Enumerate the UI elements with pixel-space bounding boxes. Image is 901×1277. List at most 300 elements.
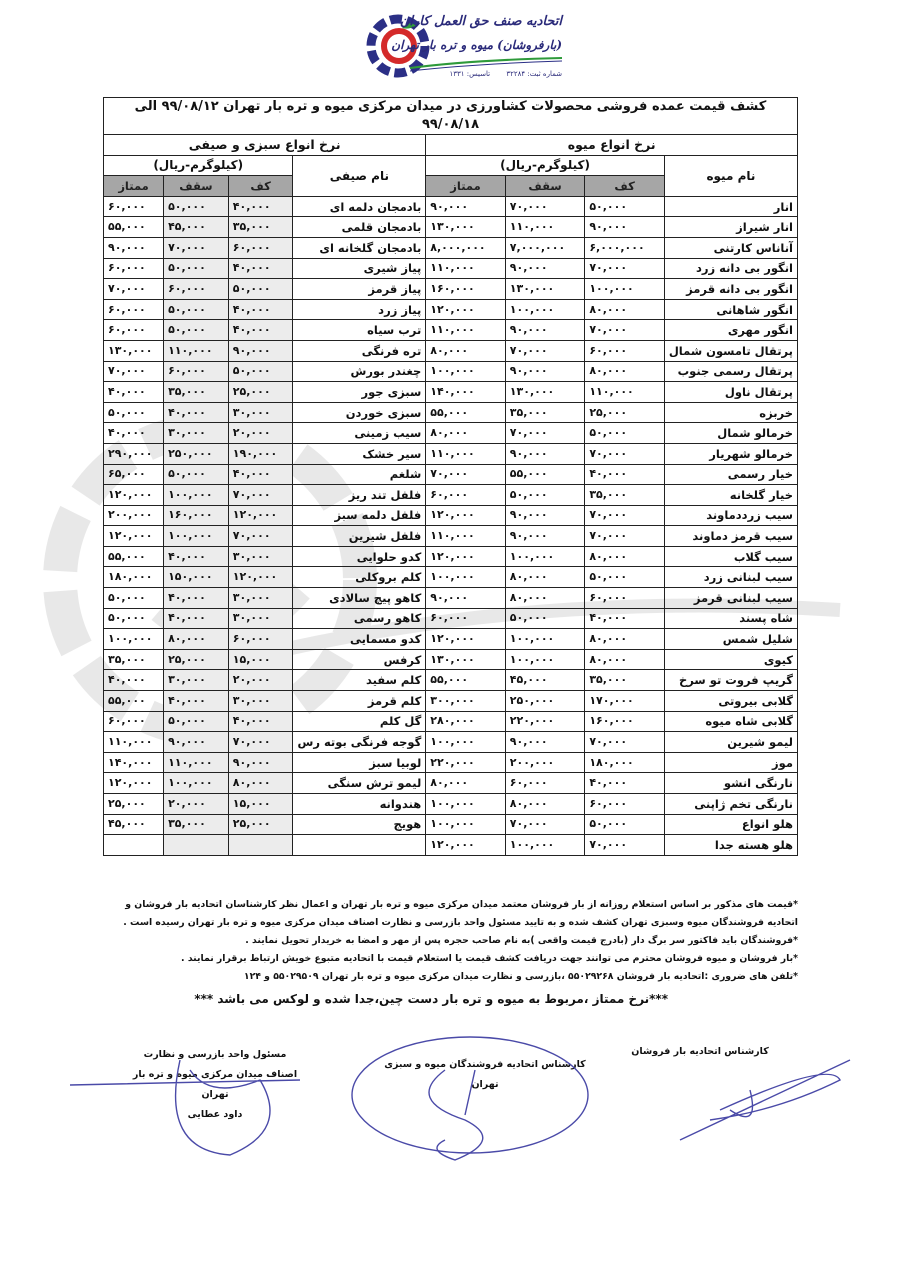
fruit-premium-price: ۱۳۰,۰۰۰	[426, 649, 506, 670]
veg-name: ترب سیاه	[293, 320, 426, 341]
fruit-max-header: سقف	[505, 176, 585, 197]
fruit-min-price: ۷۰,۰۰۰	[585, 320, 665, 341]
veg-min-price: ۶۰,۰۰۰	[228, 237, 293, 258]
table-row	[104, 773, 798, 794]
veg-premium-header: ممتاز	[104, 176, 164, 197]
fruit-min-price: ۸۰,۰۰۰	[585, 546, 665, 567]
fruit-max-price: ۲۰۰,۰۰۰	[505, 752, 585, 773]
fruit-premium-price: ۱۰۰,۰۰۰	[426, 814, 506, 835]
table-row	[104, 711, 798, 732]
fruit-name: هلو انواع	[664, 814, 797, 835]
veg-name: چغندر بورش	[293, 361, 426, 382]
veg-min-price: ۲۰,۰۰۰	[228, 423, 293, 444]
veg-name: تره فرنگی	[293, 340, 426, 361]
veg-max-price: ۶۰,۰۰۰	[164, 279, 229, 300]
fruit-min-price: ۱۶۰,۰۰۰	[585, 711, 665, 732]
fruit-premium-price: ۹۰,۰۰۰	[426, 196, 506, 217]
fruit-min-price: ۵۰,۰۰۰	[585, 567, 665, 588]
veg-max-price: ۳۰,۰۰۰	[164, 423, 229, 444]
veg-name: گوجه فرنگی بوته رس	[293, 732, 426, 753]
fruit-max-price: ۳۵,۰۰۰	[505, 402, 585, 423]
fruit-min-price: ۵۰,۰۰۰	[585, 423, 665, 444]
fruit-min-price: ۱۱۰,۰۰۰	[585, 382, 665, 403]
grocers-expert-title: کارشناس اتحادیه فروشندگان میوه و سبزی تهران	[384, 1059, 586, 1090]
veg-max-price: ۱۰۰,۰۰۰	[164, 485, 229, 506]
veg-max-price: ۵۰,۰۰۰	[164, 464, 229, 485]
table-row	[104, 588, 798, 609]
veg-name-header: نام صیفی	[293, 155, 426, 196]
fruit-premium-price: ۲۸۰,۰۰۰	[426, 711, 506, 732]
table-row	[104, 382, 798, 403]
veg-premium-price: ۴۰,۰۰۰	[104, 382, 164, 403]
fruit-premium-price: ۵۵,۰۰۰	[426, 670, 506, 691]
veg-name: لوبیا سبز	[293, 752, 426, 773]
veg-max-price: ۶۰,۰۰۰	[164, 361, 229, 382]
fruit-max-price: ۹۰,۰۰۰	[505, 361, 585, 382]
fruit-name: سیب قرمز دماوند	[664, 526, 797, 547]
fruit-min-price: ۶۰,۰۰۰	[585, 794, 665, 815]
fruit-min-price: ۷۰,۰۰۰	[585, 505, 665, 526]
fruit-min-price: ۸۰,۰۰۰	[585, 649, 665, 670]
union-subtitle: (بارفروشان) میوه و تره بار تهران	[391, 38, 562, 52]
veg-min-price	[228, 835, 293, 856]
table-row	[104, 196, 798, 217]
veg-max-price: ۴۵,۰۰۰	[164, 217, 229, 238]
veg-premium-price: ۷۰,۰۰۰	[104, 279, 164, 300]
fruit-max-price: ۹۰,۰۰۰	[505, 526, 585, 547]
fruit-name: شاه پسند	[664, 608, 797, 629]
fruit-premium-price: ۱۰۰,۰۰۰	[426, 361, 506, 382]
note-line: *فروشندگان باید فاکتور سر برگ دار (بادرج قیمت واقعی )به نام صاحب حجره پس از مهر و امضا به خریدار تحویل نمایند .	[245, 935, 798, 946]
fruit-premium-header: ممتاز	[426, 176, 506, 197]
veg-premium-price: ۶۰,۰۰۰	[104, 299, 164, 320]
fruit-name: سیب لبنانی قرمز	[664, 588, 797, 609]
fruit-name: شلیل شمس	[664, 629, 797, 650]
fruit-premium-price: ۱۰۰,۰۰۰	[426, 794, 506, 815]
veg-max-price: ۱۱۰,۰۰۰	[164, 752, 229, 773]
fruit-name: موز	[664, 752, 797, 773]
veg-max-price: ۳۰,۰۰۰	[164, 670, 229, 691]
veg-name: سبزی خوردن	[293, 402, 426, 423]
founded-year: تاسیس: ۱۳۳۱	[449, 70, 491, 78]
table-row	[104, 649, 798, 670]
veg-premium-price: ۶۵,۰۰۰	[104, 464, 164, 485]
table-row	[104, 423, 798, 444]
fruit-name: انگور بی دانه زرد	[664, 258, 797, 279]
fruit-name: سیب زرددماوند	[664, 505, 797, 526]
inspector-signature-block	[120, 1045, 310, 1125]
veg-premium-price: ۲۵,۰۰۰	[104, 794, 164, 815]
veg-name: پیاز قرمز	[293, 279, 426, 300]
fruit-premium-price: ۱۶۰,۰۰۰	[426, 279, 506, 300]
veg-premium-price: ۷۰,۰۰۰	[104, 361, 164, 382]
fruit-premium-price: ۶۰,۰۰۰	[426, 608, 506, 629]
veg-max-price: ۳۵,۰۰۰	[164, 814, 229, 835]
fruit-name: گریپ فروت تو سرخ	[664, 670, 797, 691]
fruit-premium-price: ۳۰۰,۰۰۰	[426, 691, 506, 712]
veg-premium-price: ۱۲۰,۰۰۰	[104, 773, 164, 794]
fruit-min-price: ۳۵,۰۰۰	[585, 670, 665, 691]
fruit-name: نارنگی انشو	[664, 773, 797, 794]
fruit-min-header: کف	[585, 176, 665, 197]
fruit-name: انار	[664, 196, 797, 217]
table-row	[104, 279, 798, 300]
fruit-name: خرمالو شمال	[664, 423, 797, 444]
table-row	[104, 258, 798, 279]
fruit-premium-price: ۸۰,۰۰۰	[426, 423, 506, 444]
veg-min-price: ۶۰,۰۰۰	[228, 629, 293, 650]
fruit-max-price: ۱۰۰,۰۰۰	[505, 835, 585, 856]
veg-min-price: ۳۰,۰۰۰	[228, 608, 293, 629]
veg-name: بادمجان گلخانه ای	[293, 237, 426, 258]
veg-min-price: ۹۰,۰۰۰	[228, 752, 293, 773]
inspector-name: داود عطایی	[187, 1109, 243, 1120]
fruit-premium-price: ۱۱۰,۰۰۰	[426, 258, 506, 279]
table-row	[104, 485, 798, 506]
veg-premium-price: ۵۰,۰۰۰	[104, 608, 164, 629]
fruit-premium-price: ۱۱۰,۰۰۰	[426, 320, 506, 341]
veg-name: سیب زمینی	[293, 423, 426, 444]
veg-premium-price: ۱۱۰,۰۰۰	[104, 732, 164, 753]
veg-max-price: ۵۰,۰۰۰	[164, 320, 229, 341]
fruit-name: کیوی	[664, 649, 797, 670]
fruit-min-price: ۷۰,۰۰۰	[585, 443, 665, 464]
veg-max-price: ۴۰,۰۰۰	[164, 588, 229, 609]
fruit-name: پرتقال تامسون شمال	[664, 340, 797, 361]
note-line: *بار فروشان و میوه فروشان محترم می توانند جهت دریافت کشف قیمت یا استعلام قیمت با اتحادیه متبوع خویش ارتباط برقرار نمایند .	[181, 953, 798, 964]
veg-name: پیاز زرد	[293, 299, 426, 320]
fruit-max-price: ۹۰,۰۰۰	[505, 443, 585, 464]
fruit-premium-price: ۵۵,۰۰۰	[426, 402, 506, 423]
fruit-max-price: ۱۳۰,۰۰۰	[505, 382, 585, 403]
veg-min-price: ۳۰,۰۰۰	[228, 691, 293, 712]
fruit-premium-price: ۱۰۰,۰۰۰	[426, 567, 506, 588]
veg-max-price: ۴۰,۰۰۰	[164, 402, 229, 423]
fruit-min-price: ۷۰,۰۰۰	[585, 258, 665, 279]
veg-min-header: کف	[228, 176, 293, 197]
veg-min-price: ۱۵,۰۰۰	[228, 794, 293, 815]
veg-premium-price: ۱۲۰,۰۰۰	[104, 526, 164, 547]
wholesalers-expert-signature-block	[630, 1042, 770, 1062]
fruit-max-price: ۱۰۰,۰۰۰	[505, 546, 585, 567]
veg-max-price: ۵۰,۰۰۰	[164, 711, 229, 732]
fruit-max-price: ۹۰,۰۰۰	[505, 258, 585, 279]
veg-name: کدو مسمایی	[293, 629, 426, 650]
veg-premium-price: ۳۵,۰۰۰	[104, 649, 164, 670]
veg-name	[293, 835, 426, 856]
inspector-title: مسئول واحد بازرسی و نظارت	[143, 1049, 287, 1060]
veg-premium-price: ۹۰,۰۰۰	[104, 237, 164, 258]
veg-min-price: ۴۰,۰۰۰	[228, 464, 293, 485]
veg-name: بادمجان دلمه ای	[293, 196, 426, 217]
fruit-premium-price: ۱۲۰,۰۰۰	[426, 505, 506, 526]
table-row	[104, 402, 798, 423]
table-row	[104, 629, 798, 650]
fruit-premium-price: ۹۰,۰۰۰	[426, 588, 506, 609]
fruit-name: انگور بی دانه قرمز	[664, 279, 797, 300]
veg-premium-price: ۶۰,۰۰۰	[104, 258, 164, 279]
fruit-premium-price: ۱۲۰,۰۰۰	[426, 546, 506, 567]
veg-premium-price: ۵۵,۰۰۰	[104, 217, 164, 238]
fruit-min-price: ۸۰,۰۰۰	[585, 299, 665, 320]
veg-max-price: ۵۰,۰۰۰	[164, 258, 229, 279]
table-row	[104, 670, 798, 691]
veg-name: گل کلم	[293, 711, 426, 732]
veg-group-header: نرخ انواع سبزی و صیفی	[104, 135, 426, 156]
fruit-max-price: ۸۰,۰۰۰	[505, 567, 585, 588]
fruit-premium-price: ۶۰,۰۰۰	[426, 485, 506, 506]
veg-min-price: ۳۵,۰۰۰	[228, 217, 293, 238]
registration-info	[435, 70, 562, 78]
fruit-premium-price: ۸۰,۰۰۰	[426, 340, 506, 361]
veg-name: سیر خشک	[293, 443, 426, 464]
phone-note: *تلفن های ضروری :اتحادیه بار فروشان ۵۵۰۲۹۲۶۸ ،بازرسی و نظارت میدان مرکزی میوه و تره بار تهران ۵۵۰۲۹۵۰۹ و ۱۲۴	[243, 971, 798, 982]
veg-premium-price: ۵۵,۰۰۰	[104, 691, 164, 712]
fruit-name: پرتقال ناول	[664, 382, 797, 403]
fruit-max-price: ۲۲۰,۰۰۰	[505, 711, 585, 732]
fruit-name: انار شیراز	[664, 217, 797, 238]
fruit-premium-price: ۱۱۰,۰۰۰	[426, 526, 506, 547]
table-row	[104, 732, 798, 753]
veg-max-price: ۲۵,۰۰۰	[164, 649, 229, 670]
veg-min-price: ۲۵,۰۰۰	[228, 382, 293, 403]
fruit-max-price: ۱۱۰,۰۰۰	[505, 217, 585, 238]
veg-name: کلم سفید	[293, 670, 426, 691]
fruit-min-price: ۱۷۰,۰۰۰	[585, 691, 665, 712]
fruit-min-price: ۲۵,۰۰۰	[585, 402, 665, 423]
fruit-min-price: ۵۰,۰۰۰	[585, 196, 665, 217]
fruit-name-header: نام میوه	[664, 155, 797, 196]
veg-premium-price: ۱۳۰,۰۰۰	[104, 340, 164, 361]
veg-min-price: ۴۰,۰۰۰	[228, 320, 293, 341]
fruit-min-price: ۴۰,۰۰۰	[585, 464, 665, 485]
veg-min-price: ۱۲۰,۰۰۰	[228, 505, 293, 526]
fruit-max-price: ۱۰۰,۰۰۰	[505, 649, 585, 670]
table-row	[104, 237, 798, 258]
veg-name: کاهو پیچ سالادی	[293, 588, 426, 609]
fruit-name: گلابی شاه میوه	[664, 711, 797, 732]
veg-min-price: ۴۰,۰۰۰	[228, 299, 293, 320]
veg-name: هویج	[293, 814, 426, 835]
fruit-name: گلابی بیروتی	[664, 691, 797, 712]
fruit-min-price: ۴۰,۰۰۰	[585, 773, 665, 794]
table-row	[104, 505, 798, 526]
fruit-min-price: ۸۰,۰۰۰	[585, 361, 665, 382]
veg-premium-price: ۱۲۰,۰۰۰	[104, 485, 164, 506]
veg-name: فلفل تند ریز	[293, 485, 426, 506]
fruit-max-price: ۲۵۰,۰۰۰	[505, 691, 585, 712]
grocers-expert-signature-block	[370, 1055, 600, 1095]
fruit-max-price: ۸۰,۰۰۰	[505, 588, 585, 609]
fruit-max-price: ۷۰,۰۰۰	[505, 814, 585, 835]
fruit-max-price: ۵۵,۰۰۰	[505, 464, 585, 485]
table-row	[104, 526, 798, 547]
fruit-name: هلو هسته جدا	[664, 835, 797, 856]
fruit-premium-price: ۱۲۰,۰۰۰	[426, 629, 506, 650]
veg-max-price: ۱۰۰,۰۰۰	[164, 526, 229, 547]
fruit-premium-price: ۸,۰۰۰,۰۰۰	[426, 237, 506, 258]
table-row	[104, 691, 798, 712]
union-name: اتحادیه صنف حق العمل کاران	[399, 14, 562, 29]
fruit-name: پرتقال رسمی جنوب	[664, 361, 797, 382]
veg-premium-price: ۶۰,۰۰۰	[104, 320, 164, 341]
fruit-premium-price: ۲۲۰,۰۰۰	[426, 752, 506, 773]
veg-min-price: ۴۰,۰۰۰	[228, 711, 293, 732]
veg-premium-price: ۴۰,۰۰۰	[104, 670, 164, 691]
fruit-max-price: ۸۰,۰۰۰	[505, 794, 585, 815]
fruit-max-price: ۷۰,۰۰۰	[505, 340, 585, 361]
fruit-min-price: ۶,۰۰۰,۰۰۰	[585, 237, 665, 258]
fruit-max-price: ۵۰,۰۰۰	[505, 608, 585, 629]
veg-max-price: ۴۰,۰۰۰	[164, 608, 229, 629]
veg-max-price: ۵۰,۰۰۰	[164, 196, 229, 217]
veg-min-price: ۱۲۰,۰۰۰	[228, 567, 293, 588]
fruit-name: انگور مهری	[664, 320, 797, 341]
fruit-min-price: ۷۰,۰۰۰	[585, 526, 665, 547]
fruit-max-price: ۱۳۰,۰۰۰	[505, 279, 585, 300]
veg-premium-price: ۲۹۰,۰۰۰	[104, 443, 164, 464]
table-row	[104, 443, 798, 464]
premium-note: ***نرخ ممتاز ،مربوط به میوه و تره بار دست چین،جدا شده و لوکس می باشد ***	[194, 992, 668, 1006]
veg-name: شلغم	[293, 464, 426, 485]
table-row	[104, 794, 798, 815]
fruit-name: انگور شاهانی	[664, 299, 797, 320]
table-row	[104, 567, 798, 588]
fruit-premium-price: ۱۲۰,۰۰۰	[426, 299, 506, 320]
veg-name: کاهو رسمی	[293, 608, 426, 629]
union-logo	[362, 8, 562, 86]
table-row	[104, 814, 798, 835]
veg-min-price: ۱۵,۰۰۰	[228, 649, 293, 670]
fruit-max-price: ۴۵,۰۰۰	[505, 670, 585, 691]
fruit-min-price: ۴۰,۰۰۰	[585, 608, 665, 629]
fruit-premium-price: ۱۳۰,۰۰۰	[426, 217, 506, 238]
fruit-name: خیار رسمی	[664, 464, 797, 485]
veg-unit-header: (کیلوگرم-ریال)	[104, 155, 293, 176]
table-row	[104, 608, 798, 629]
veg-max-price: ۹۰,۰۰۰	[164, 732, 229, 753]
veg-premium-price: ۶۰,۰۰۰	[104, 711, 164, 732]
fruit-premium-price: ۱۲۰,۰۰۰	[426, 835, 506, 856]
inspector-department: اصناف میدان مرکزی میوه و تره بار تهران	[132, 1069, 298, 1100]
veg-min-price: ۷۰,۰۰۰	[228, 732, 293, 753]
table-row	[104, 320, 798, 341]
fruit-name: آناناس کارتنی	[664, 237, 797, 258]
veg-min-price: ۸۰,۰۰۰	[228, 773, 293, 794]
fruit-min-price: ۱۰۰,۰۰۰	[585, 279, 665, 300]
table-row	[104, 361, 798, 382]
veg-min-price: ۲۰,۰۰۰	[228, 670, 293, 691]
veg-name: فلفل شیرین	[293, 526, 426, 547]
fruit-premium-price: ۱۴۰,۰۰۰	[426, 382, 506, 403]
table-row	[104, 217, 798, 238]
veg-max-header: سقف	[164, 176, 229, 197]
fruit-name: سیب لبنانی زرد	[664, 567, 797, 588]
veg-min-price: ۱۹۰,۰۰۰	[228, 443, 293, 464]
fruit-name: خربزه	[664, 402, 797, 423]
veg-premium-price: ۴۰,۰۰۰	[104, 423, 164, 444]
fruit-min-price: ۹۰,۰۰۰	[585, 217, 665, 238]
fruit-min-price: ۶۰,۰۰۰	[585, 340, 665, 361]
veg-premium-price: ۱۸۰,۰۰۰	[104, 567, 164, 588]
veg-name: سبزی جور	[293, 382, 426, 403]
veg-max-price: ۴۰,۰۰۰	[164, 546, 229, 567]
veg-max-price	[164, 835, 229, 856]
veg-premium-price: ۱۴۰,۰۰۰	[104, 752, 164, 773]
veg-name: پیاز شیری	[293, 258, 426, 279]
wholesalers-expert-title: کارشناس اتحادیه بار فروشان	[631, 1046, 769, 1057]
fruit-max-price: ۵۰,۰۰۰	[505, 485, 585, 506]
veg-name: لیمو ترش سنگی	[293, 773, 426, 794]
notes-section	[108, 896, 798, 1008]
veg-name: فلفل دلمه سبز	[293, 505, 426, 526]
fruit-name: سیب گلاب	[664, 546, 797, 567]
fruit-min-price: ۳۵,۰۰۰	[585, 485, 665, 506]
fruit-premium-price: ۱۱۰,۰۰۰	[426, 443, 506, 464]
fruit-premium-price: ۷۰,۰۰۰	[426, 464, 506, 485]
veg-name: هندوانه	[293, 794, 426, 815]
fruit-max-price: ۱۰۰,۰۰۰	[505, 299, 585, 320]
veg-max-price: ۱۶۰,۰۰۰	[164, 505, 229, 526]
veg-min-price: ۴۰,۰۰۰	[228, 196, 293, 217]
veg-premium-price: ۶۰,۰۰۰	[104, 196, 164, 217]
veg-min-price: ۳۰,۰۰۰	[228, 588, 293, 609]
veg-min-price: ۹۰,۰۰۰	[228, 340, 293, 361]
veg-min-price: ۷۰,۰۰۰	[228, 485, 293, 506]
veg-max-price: ۳۵,۰۰۰	[164, 382, 229, 403]
table-title: کشف قیمت عمده فروشی محصولات کشاورزی در میدان مرکزی میوه و تره بار تهران ۹۹/۰۸/۱۲ الی ۹۹/۰۸/۱۸	[104, 98, 798, 135]
veg-max-price: ۱۰۰,۰۰۰	[164, 773, 229, 794]
fruit-min-price: ۶۰,۰۰۰	[585, 588, 665, 609]
veg-max-price: ۷۰,۰۰۰	[164, 237, 229, 258]
veg-name: کرفس	[293, 649, 426, 670]
table-row	[104, 835, 798, 856]
veg-max-price: ۱۵۰,۰۰۰	[164, 567, 229, 588]
veg-name: کدو حلوایی	[293, 546, 426, 567]
fruit-min-price: ۵۰,۰۰۰	[585, 814, 665, 835]
table-row	[104, 340, 798, 361]
fruit-max-price: ۹۰,۰۰۰	[505, 320, 585, 341]
fruit-name: لیمو شیرین	[664, 732, 797, 753]
veg-premium-price: ۱۰۰,۰۰۰	[104, 629, 164, 650]
registration-number: شماره ثبت: ۳۲۲۸۴	[506, 70, 562, 78]
veg-max-price: ۴۰,۰۰۰	[164, 691, 229, 712]
veg-min-price: ۲۵,۰۰۰	[228, 814, 293, 835]
veg-max-price: ۱۱۰,۰۰۰	[164, 340, 229, 361]
fruit-min-price: ۷۰,۰۰۰	[585, 835, 665, 856]
veg-premium-price: ۵۰,۰۰۰	[104, 402, 164, 423]
note-line: *قیمت های مذکور بر اساس استعلام روزانه از بار فروشان معتمد میدان مرکزی میوه و تره بار تهران و اعمال نظر کارشناسان اتحادیه بار فروشان و	[125, 899, 798, 910]
veg-max-price: ۸۰,۰۰۰	[164, 629, 229, 650]
table-row	[104, 299, 798, 320]
veg-min-price: ۵۰,۰۰۰	[228, 361, 293, 382]
fruit-max-price: ۷۰,۰۰۰	[505, 423, 585, 444]
fruit-max-price: ۷۰,۰۰۰	[505, 196, 585, 217]
veg-max-price: ۲۰,۰۰۰	[164, 794, 229, 815]
veg-premium-price: ۵۰,۰۰۰	[104, 588, 164, 609]
grocers-expert-signature-icon	[345, 1030, 595, 1180]
veg-premium-price: ۴۵,۰۰۰	[104, 814, 164, 835]
note-line: اتحادیه فروشندگان میوه وسبزی تهران کشف شده و به تایید مسئول واحد بازرسی و نظارت اصناف میدان مرکزی میوه و تره بار تهران رسیده است .	[123, 917, 798, 928]
fruit-min-price: ۸۰,۰۰۰	[585, 629, 665, 650]
fruit-max-price: ۹۰,۰۰۰	[505, 505, 585, 526]
veg-name: کلم قرمز	[293, 691, 426, 712]
veg-max-price: ۲۵۰,۰۰۰	[164, 443, 229, 464]
veg-premium-price: ۵۵,۰۰۰	[104, 546, 164, 567]
fruit-max-price: ۶۰,۰۰۰	[505, 773, 585, 794]
fruit-max-price: ۷,۰۰۰,۰۰۰	[505, 237, 585, 258]
fruit-name: خیار گلخانه	[664, 485, 797, 506]
